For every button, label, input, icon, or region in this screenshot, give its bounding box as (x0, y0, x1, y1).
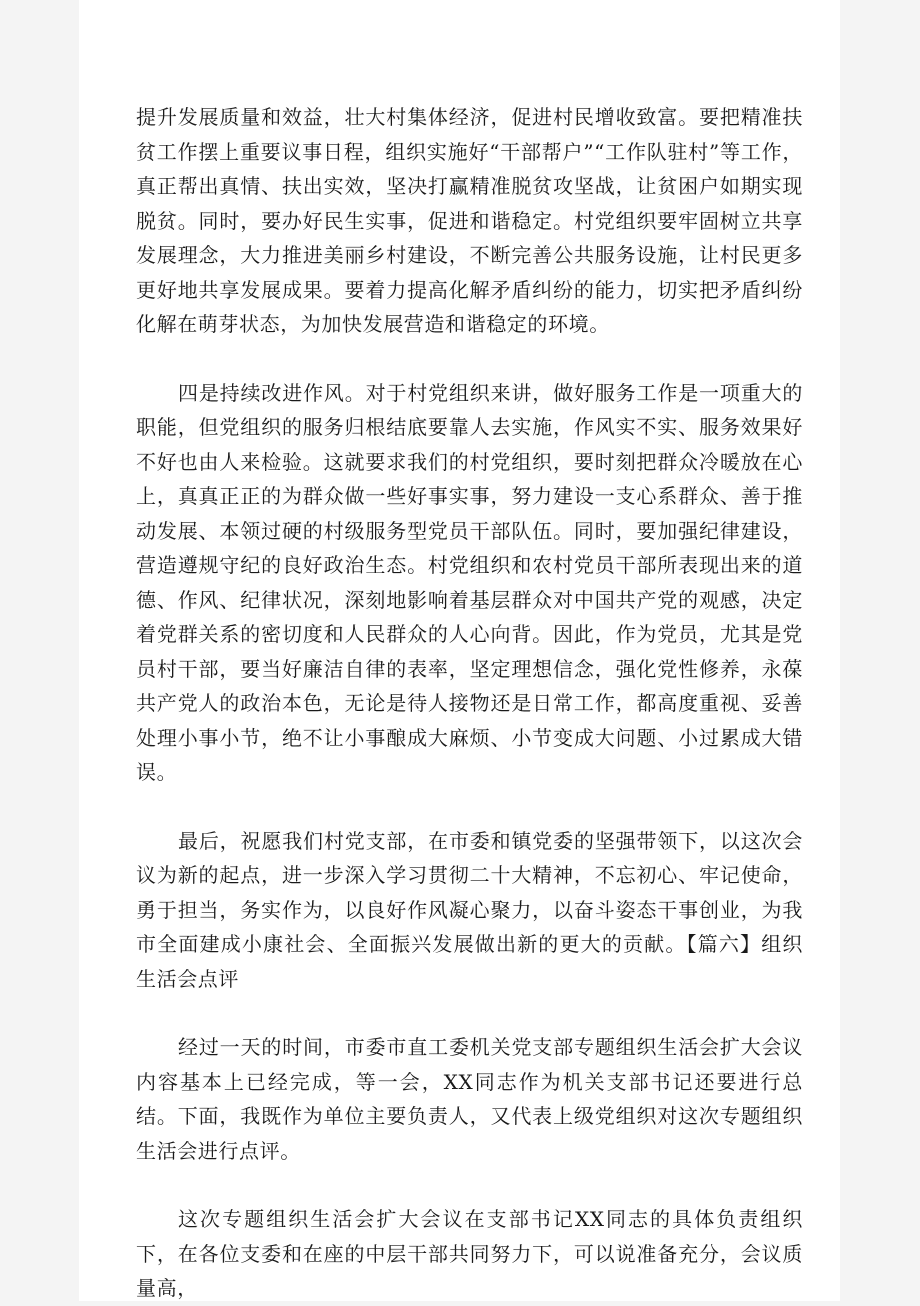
paragraph-continuation: 提升发展质量和效益，壮大村集体经济，促进村民增收致富。要把精准扶贫工作摆上重要议事日程，组织实施好“干部帮户”“工作队驻村”等工作，真正帮出真情、扶出实效，坚决打赢精准脱贫攻坚战，让贫困户如期实现脱贫。同时，要办好民生实事，促进和谐稳定。村党组织要牢固树立共享发展理念，大力推进美丽乡村建设，不断完善公共服务设施，让村民更多更好地共享发展成果。要着力提高化解矛盾纠纷的能力，切实把矛盾纠纷化解在萌芽状态，为加快发展营造和谐稳定的环境。 (136, 105, 803, 336)
paragraph-closing-wishes: 最后，祝愿我们村党支部，在市委和镇党委的坚强带领下，以这次会议为新的起点，进一步深入学习贯彻二十大精神，不忘初心、牢记使命，勇于担当，务实作为，以良好作风凝心聚力，以奋斗姿态干事创业，为我市全面建成小康社会、全面振兴发展做出新的更大的贡献。【篇六】组织生活会点评 (136, 828, 803, 991)
paragraph-gap (136, 342, 803, 376)
document-body (136, 100, 803, 1306)
paragraph-gap (136, 790, 803, 824)
paragraph-improve-style: 四是持续改进作风。对于村党组织来讲，做好服务工作是一项重大的职能，但党组织的服务归根结底要靠人去实施，作风实不实、服务效果好不好也由人来检验。这就要求我们的村党组织，要时刻把群众冷暖放在心上，真真正正的为群众做一些好事实事，努力建设一支心系群众、善于推动发展、本领过硬的村级服务型党员干部队伍。同时，要加强纪律建设，营造遵规守纪的良好政治生态。村党组织和农村党员干部所表现出来的道德、作风、纪律状况，深刻地影响着基层群众对中国共产党的观感，决定着党群关系的密切度和人民群众的人心向背。因此，作为党员，尤其是党员村干部，要当好廉洁自律的表率，坚定理想信念，强化党性修养，永葆共产党人的政治本色，无论是待人接物还是日常工作，都高度重视、妥善处理小事小节，绝不让小事酿成大麻烦、小节变成大问题、小过累成大错误。 (136, 380, 803, 784)
paragraph-review-intro: 经过一天的时间，市委市直工委机关党支部专题组织生活会扩大会议内容基本上已经完成，等一会，XX同志作为机关支部书记还要进行总结。下面，我既作为单位主要负责人，又代表上级党组织对这次专题组织生活会进行点评。 (136, 1035, 803, 1163)
paragraph-gap (136, 1168, 803, 1202)
paragraph-meeting-assessment: 这次专题组织生活会扩大会议在支部书记XX同志的具体负责组织下，在各位支委和在座的中层干部共同努力下，可以说准备充分，会议质量高， (136, 1207, 803, 1300)
paragraph-gap (136, 996, 803, 1030)
document-page (79, 0, 840, 1301)
